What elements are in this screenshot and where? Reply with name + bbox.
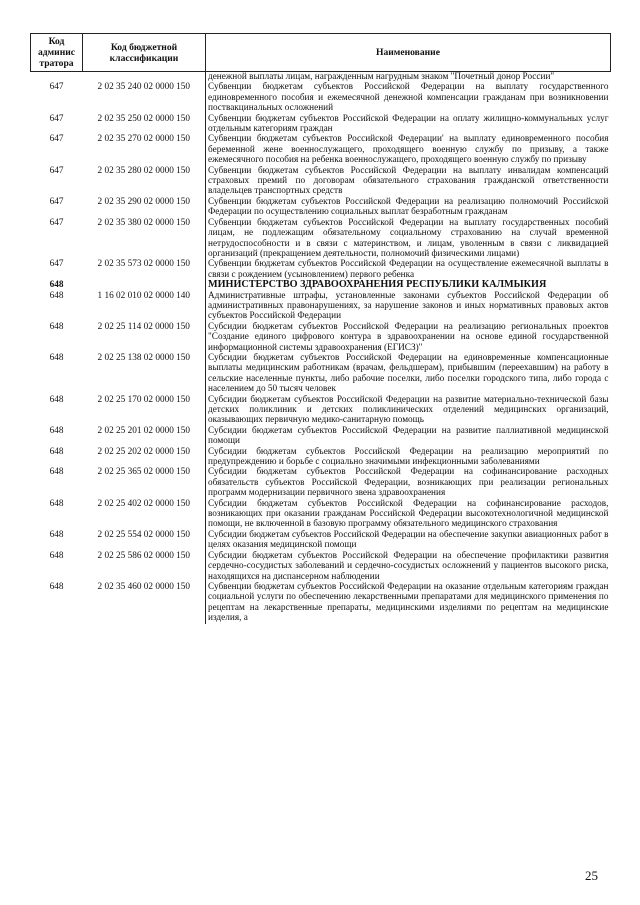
budget-codes-table bbox=[30, 33, 611, 624]
row-admin-code: 648 bbox=[49, 498, 64, 509]
row-name: Субсидии бюджетам субъектов Российской Федерации на обеспечение профилактики развития сердечно-сосудистых заболеваний и сердечно-сосудистых осложнений у пациентов высокого риска, находящихся на диспансерном наблюдении bbox=[206, 551, 611, 582]
row-budget-code: 2 02 35 573 02 0000 150 bbox=[97, 259, 190, 270]
row-admin-code: 647 bbox=[49, 259, 64, 270]
row-name: МИНИСТЕРСТВО ЗДРАВООХРАНЕНИЯ РЕСПУБЛИКИ КАЛМЫКИЯ bbox=[206, 280, 611, 290]
row-admin-code: 648 bbox=[49, 550, 64, 561]
row-budget-code: 2 02 25 402 02 0000 150 bbox=[97, 498, 190, 509]
row-budget-code: 2 02 35 290 02 0000 150 bbox=[97, 196, 190, 207]
row-admin-code: 648 bbox=[49, 394, 64, 405]
header-admin-code: Код админис тратора bbox=[31, 34, 83, 72]
row-admin-code: 647 bbox=[49, 113, 64, 124]
table-row bbox=[31, 82, 611, 113]
row-budget-code: 2 02 25 114 02 0000 150 bbox=[97, 321, 190, 332]
row-name: Субвенции бюджетам субъектов Российской Федерации' на выплату единовременного пособия беременной жене военнослужащего, проходящего военную службу по призыву, а также ежемесячного пособия на ребенка военнослужащего, проходящего военную службу по призыву bbox=[206, 134, 611, 165]
row-admin-code: 647 bbox=[49, 82, 64, 93]
row-name: Субсидии бюджетам субъектов Российской Федерации на реализацию мероприятий по предупреждению и борьбе с социально значимыми инфекционными заболеваниями bbox=[206, 447, 611, 468]
row-name: Субсидии бюджетам субъектов Российской Федерации на софинансирование расходных обязательств субъектов Российской Федерации, возникающих при реализации региональных программ модернизации первичного звена здравоохранения bbox=[206, 467, 611, 498]
header-budget-code: Код бюджетной классификации bbox=[83, 34, 206, 72]
row-budget-code: 2 02 25 586 02 0000 150 bbox=[97, 550, 190, 561]
row-admin-code: 648 bbox=[49, 467, 64, 478]
row-budget-code bbox=[83, 280, 206, 290]
row-budget-code: 2 02 35 280 02 0000 150 bbox=[97, 165, 190, 176]
row-admin-code: 648 bbox=[49, 529, 64, 540]
row-name: Субвенции бюджетам субъектов Российской Федерации на реализацию полномочий Российской Федерации по осуществлению социальных выплат безработным гражданам bbox=[206, 197, 611, 218]
row-admin-code: 647 bbox=[49, 196, 64, 207]
table-header-row bbox=[31, 34, 611, 72]
row-budget-code: 1 16 02 010 02 0000 140 bbox=[97, 290, 190, 301]
row-name: Субвенции бюджетам субъектов Российской Федерации на выплату государственного единовременного пособия и ежемесячной денежной компенсации гражданам при возникновении поствакцинальных осложнений bbox=[206, 82, 611, 113]
row-budget-code: 2 02 25 554 02 0000 150 bbox=[97, 529, 190, 540]
row-budget-code: 2 02 35 380 02 0000 150 bbox=[97, 217, 190, 228]
row-budget-code: 2 02 25 138 02 0000 150 bbox=[97, 352, 190, 363]
row-budget-code: 2 02 25 365 02 0000 150 bbox=[97, 467, 190, 478]
row-admin-code: 648 bbox=[49, 352, 64, 363]
row-budget-code: 2 02 25 170 02 0000 150 bbox=[97, 394, 190, 405]
table-row bbox=[31, 166, 611, 197]
row-name: Субвенции бюджетам субъектов Российской Федерации на оплату жилищно-коммунальных услуг отдельным категориям граждан bbox=[206, 114, 611, 135]
row-name: Субсидии бюджетам субъектов Российской Федерации на обеспечение закупки авиационных работ в целях оказания медицинской помощи bbox=[206, 530, 611, 551]
table-row bbox=[31, 499, 611, 530]
row-admin-code: 648 bbox=[49, 581, 64, 592]
row-name: Субвенции бюджетам субъектов Российской Федерации на выплату инвалидам компенсаций страховых премий по договорам обязательного страхования гражданской ответственности владельцев транспортных средств bbox=[206, 166, 611, 197]
table-row bbox=[31, 259, 611, 280]
table-row bbox=[31, 322, 611, 353]
table-row bbox=[31, 467, 611, 498]
row-admin-code: 648 bbox=[49, 321, 64, 332]
table-row bbox=[31, 582, 611, 624]
table-row bbox=[31, 395, 611, 426]
row-name: Субсидии бюджетам субъектов Российской Федерации на развитие паллиативной медицинской помощи bbox=[206, 426, 611, 447]
row-budget-code: 2 02 35 240 02 0000 150 bbox=[97, 82, 190, 93]
document-page bbox=[30, 33, 610, 624]
row-name: Субвенции бюджетам субъектов Российской Федерации на оказание отдельным категориям граждан социальной услуги по обеспечению лекарственными препаратами для медицинского применения по рецептам на лекарственные препараты, медицинскими изделиями по рецептам на медицинские изделия, а bbox=[206, 582, 611, 624]
table-row bbox=[31, 72, 611, 83]
row-admin-code: 647 bbox=[49, 165, 64, 176]
row-budget-code bbox=[83, 72, 206, 83]
row-name: Субсидии бюджетам субъектов Российской Федерации на развитие материально-технической базы детских поликлиник и детских поликлинических отделений медицинских организаций, оказывающих первичную медико-санитарную помощь bbox=[206, 395, 611, 426]
table-row bbox=[31, 551, 611, 582]
table-row bbox=[31, 197, 611, 218]
row-name: Административные штрафы, установленные законами субъектов Российской Федерации об административных правонарушениях, за нарушение законов и иных нормативных правовых актов субъектов Российской Федерации bbox=[206, 291, 611, 322]
row-name: Субсидии бюджетам субъектов Российской Федерации на софинансирование расходов, возникающих при оказании гражданам Российской Федерации высокотехнологичной медицинской помощи, не включенной в базовую программу обязательного медицинского страхования bbox=[206, 499, 611, 530]
ministry-heading-row bbox=[31, 280, 611, 290]
table-row bbox=[31, 114, 611, 135]
table-row bbox=[31, 291, 611, 322]
row-admin-code: 648 bbox=[49, 290, 64, 301]
row-budget-code: 2 02 35 250 02 0000 150 bbox=[97, 113, 190, 124]
table-row bbox=[31, 447, 611, 468]
row-budget-code: 2 02 35 270 02 0000 150 bbox=[97, 134, 190, 145]
row-budget-code: 2 02 35 460 02 0000 150 bbox=[97, 581, 190, 592]
row-admin-code bbox=[31, 72, 83, 83]
row-admin-code: 648 bbox=[49, 446, 64, 457]
table-row bbox=[31, 426, 611, 447]
row-name: Субвенции бюджетам субъектов Российской Федерации на выплату государственных пособий лицам, не подлежащим обязательному социальному страхованию на случай временной нетрудоспособности и в связи с материнством, и лицам, уволенным в связи с ликвидацией организаций (прекращением деятельности, полномочий физическими лицами) bbox=[206, 218, 611, 260]
row-name: Субвенции бюджетам субъектов Российской Федерации на осуществление ежемесячной выплаты в связи с рождением (усыновлением) первого ребенка bbox=[206, 259, 611, 280]
row-admin-code: 648 bbox=[49, 425, 64, 436]
row-admin-code: 647 bbox=[49, 134, 64, 145]
table-row bbox=[31, 353, 611, 395]
row-budget-code: 2 02 25 202 02 0000 150 bbox=[97, 446, 190, 457]
row-name: Субсидии бюджетам субъектов Российской Федерации на реализацию региональных проектов "Создание единого цифрового контура в здравоохранении на основе единой государственной информационной системы здравоохранения (ЕГИСЗ)" bbox=[206, 322, 611, 353]
table-row bbox=[31, 530, 611, 551]
table-body bbox=[31, 72, 611, 624]
header-name: Наименование bbox=[206, 34, 611, 72]
table-row bbox=[31, 134, 611, 165]
row-name: Субсидии бюджетам субъектов Российской Федерации на единовременные компенсационные выплаты медицинским работникам (врачам, фельдшерам), прибывшим (переехавшим) на работу в сельские населенные пункты, либо рабочие поселки, либо поселки городского типа, либо города с населением до 50 тысяч человек bbox=[206, 353, 611, 395]
row-admin-code: 648 bbox=[49, 280, 64, 291]
table-row bbox=[31, 218, 611, 260]
row-admin-code: 647 bbox=[49, 217, 64, 228]
page-number: 25 bbox=[585, 868, 598, 883]
row-name: денежной выплаты лицам, награжденным нагрудным знаком "Почетный донор России" bbox=[206, 72, 611, 83]
row-budget-code: 2 02 25 201 02 0000 150 bbox=[97, 425, 190, 436]
